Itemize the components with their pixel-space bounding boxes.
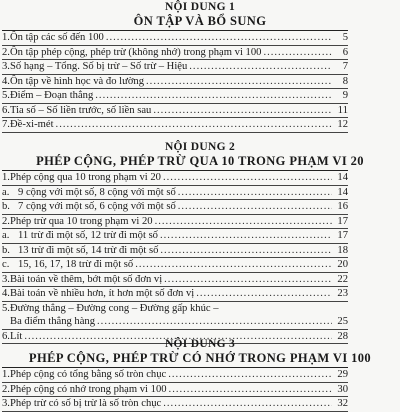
toc-entry[interactable] [2, 75, 348, 90]
toc-list-3 [2, 367, 348, 412]
toc-entry[interactable] [2, 302, 348, 316]
entry-text: Điểm – Đoạn thẳng [10, 90, 94, 101]
entry-text: Phép cộng qua 10 trong phạm vi 20 [10, 172, 161, 183]
entry-number: b. [2, 201, 10, 212]
toc-entry[interactable] [2, 215, 348, 230]
entry-text: Phép cộng có tổng bằng số tròn chục [10, 369, 167, 380]
entry-page: 20 [337, 259, 348, 270]
toc-entry[interactable] [2, 229, 348, 244]
section-2 [0, 140, 400, 168]
entry-number: 6. [2, 330, 10, 342]
toc-entry[interactable] [2, 89, 348, 104]
entry-page: 5 [342, 32, 348, 43]
toc-entry[interactable] [2, 171, 348, 186]
entry-number: 2. [2, 215, 10, 227]
section-label: NỘI DUNG 3 [164, 338, 236, 350]
section-label: NỘI DUNG 1 [164, 1, 236, 13]
entry-number: a. [2, 186, 10, 198]
toc-entry[interactable] [2, 46, 348, 61]
entry-text: Ba điểm thẳng hàng [10, 316, 96, 327]
entry-page: 8 [342, 75, 348, 87]
entry-text: Ôn tập phép cộng, phép trừ (không nhớ) trong phạm vi 100 [10, 46, 262, 58]
entry-page: 12 [337, 119, 348, 130]
dot-leader [160, 244, 332, 258]
entry-number: 3. [2, 398, 10, 409]
toc-entry[interactable] [2, 31, 348, 46]
dot-leader [97, 315, 332, 329]
entry-text: Số hạng – Tổng. Số bị trừ – Số trừ – Hiệu [10, 61, 188, 72]
dot-leader [163, 397, 332, 411]
entry-number: 4. [2, 75, 10, 87]
entry-page: 23 [337, 288, 348, 299]
toc-entry[interactable] [2, 258, 348, 273]
entry-text: Tia số – Số liền trước, số liền sau [10, 104, 152, 116]
entry-text: Đường thẳng – Đường cong – Đường gấp khúc – [10, 302, 219, 314]
toc-list-2 [2, 170, 348, 344]
entry-text: Bài toán về thêm, bớt một số đơn vị [10, 273, 163, 285]
toc-entry[interactable] [2, 273, 348, 288]
dot-leader [169, 383, 332, 397]
entry-number: 2. [2, 383, 10, 395]
dot-leader [178, 200, 332, 214]
dot-leader [168, 368, 332, 382]
dot-leader [196, 287, 332, 301]
entry-number: 3. [2, 61, 10, 72]
entry-number: 5. [2, 90, 10, 101]
entry-page: 11 [337, 104, 348, 116]
entry-number: 4. [2, 288, 10, 299]
toc-entry[interactable] [2, 383, 348, 398]
toc-entry[interactable] [2, 287, 348, 302]
entry-text: 13 trừ đi một số, 14 trừ đi một số [18, 244, 159, 256]
entry-page: 30 [337, 383, 348, 395]
dot-leader [135, 258, 332, 272]
entry-page: 14 [337, 172, 348, 183]
entry-page: 17 [337, 215, 348, 227]
entry-number: 1. [2, 32, 10, 43]
dot-leader [146, 75, 332, 89]
toc-entry-continued[interactable] [2, 315, 348, 330]
entry-number: 5. [2, 302, 10, 314]
dot-leader [189, 60, 332, 74]
section-title: PHÉP CỘNG, PHÉP TRỪ CÓ NHỚ TRONG PHẠM VI 100 [28, 351, 372, 365]
entry-text: 11 trừ đi một số, 12 trừ đi một số [18, 230, 158, 241]
entry-number: c. [2, 259, 10, 270]
entry-page: 22 [337, 273, 348, 285]
entry-text: Phép trừ có số bị trừ là số tròn chục [10, 398, 162, 409]
entry-text: Đề-xi-mét [10, 119, 54, 130]
entry-page: 7 [342, 61, 348, 72]
dot-leader [155, 215, 332, 229]
entry-text: 7 cộng với một số, 6 cộng với một số [18, 201, 176, 212]
dot-leader [160, 229, 332, 243]
entry-text: 9 cộng với một số, 8 cộng với một số [18, 186, 176, 198]
entry-page: 18 [337, 244, 348, 256]
entry-text: Lít [10, 330, 23, 342]
section-title: ÔN TẬP VÀ BỔ SUNG [133, 14, 267, 28]
entry-text: Phép trừ qua 10 trong phạm vi 20 [10, 215, 153, 227]
section-1 [0, 0, 400, 28]
entry-number: 1. [2, 172, 10, 183]
entry-page: 28 [337, 330, 348, 342]
entry-number: b. [2, 244, 10, 256]
dot-leader [263, 46, 332, 60]
entry-page: 16 [337, 201, 348, 212]
entry-page: 17 [337, 230, 348, 241]
entry-text: Phép cộng có nhớ trong phạm vi 100 [10, 383, 167, 395]
entry-text: Ôn tập các số đến 100 [10, 32, 104, 43]
toc-entry[interactable] [2, 118, 348, 133]
entry-page: 14 [337, 186, 348, 198]
dot-leader [163, 171, 332, 185]
entry-page: 6 [342, 46, 348, 58]
dot-leader [56, 118, 332, 132]
entry-page: 29 [337, 369, 348, 380]
toc-entry[interactable] [2, 397, 348, 412]
dot-leader [164, 273, 332, 287]
toc-entry[interactable] [2, 186, 348, 201]
entry-number: 1. [2, 369, 10, 380]
dot-leader [106, 31, 332, 45]
toc-list-1 [2, 30, 348, 133]
entry-page: 25 [337, 316, 348, 327]
dot-leader [178, 186, 332, 200]
entry-number: 7. [2, 119, 10, 130]
toc-entry[interactable] [2, 244, 348, 259]
entry-text: Ôn tập về hình học và đo lường [10, 75, 145, 87]
section-title: PHÉP CỘNG, PHÉP TRỪ QUA 10 TRONG PHẠM VI 20 [36, 154, 364, 168]
entry-number: 2. [2, 46, 10, 58]
section-3 [0, 337, 400, 365]
entry-number: 6. [2, 104, 10, 116]
entry-page: 9 [342, 90, 348, 101]
entry-page: 32 [337, 398, 348, 409]
entry-number: 3. [2, 273, 10, 285]
dot-leader [153, 104, 332, 118]
entry-text: Bài toán về nhiều hơn, ít hơn một số đơn vị [10, 288, 195, 299]
toc-entry[interactable] [2, 368, 348, 383]
toc-entry[interactable] [2, 104, 348, 119]
entry-number: a. [2, 230, 10, 241]
section-label: NỘI DUNG 2 [164, 141, 236, 153]
toc-entry[interactable] [2, 60, 348, 75]
entry-text: 15, 16, 17, 18 trừ đi một số [18, 259, 134, 270]
toc-entry[interactable] [2, 200, 348, 215]
dot-leader [95, 89, 332, 103]
